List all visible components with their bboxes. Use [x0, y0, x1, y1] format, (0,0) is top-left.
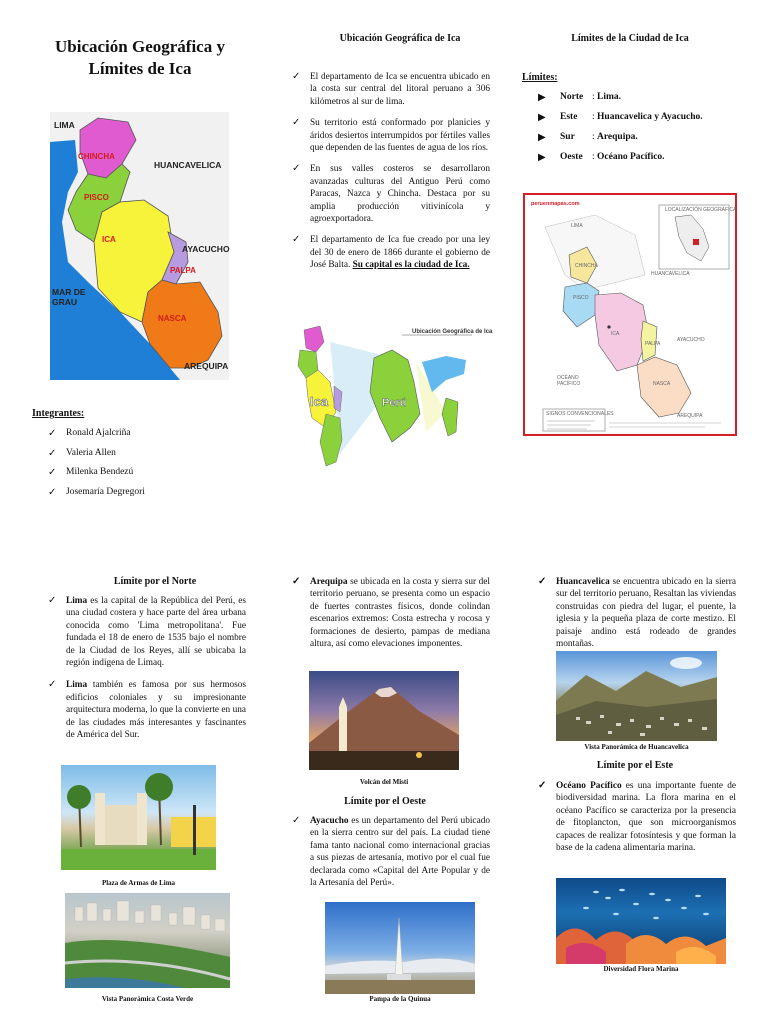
bold-term: Lima [66, 680, 88, 691]
map-label-pisco: PISCO [84, 193, 109, 202]
paragraph-text: también es famosa por sus hermosos edificios coloniales y su impresionante arquitectura moderna, lo que la convierte en una de las ciudades más interesantes y fascinantes de América del Sur. [66, 680, 246, 741]
check-icon: ✓ [292, 71, 301, 82]
map-label-chincha: CHINCHA [78, 152, 115, 161]
triangle-right-icon: ▶ [538, 112, 546, 123]
check-icon: ✓ [292, 576, 301, 587]
paragraph-text: es una importante fuente de biodiversidad marina. La flora marina en el océano Pacífico se caracteriza por la presencia de fitoplancton, que son microorganismos capaces de realizar fotosíntesis y que forman la base de la cadena alimentaria marina. [556, 781, 736, 854]
limite-val: Huancavelica y Ayacucho. [597, 112, 703, 122]
integrantes-list [48, 428, 238, 506]
caption-costa-verde: Vista Panorámica Costa Verde [101, 995, 194, 1003]
title-line-2: Límites de Ica [88, 59, 192, 78]
check-icon: ✓ [538, 576, 547, 587]
lima-text [48, 595, 246, 750]
check-icon: ✓ [292, 815, 301, 826]
caption-huancavelica: Vista Panorámica de Huancavelica [584, 743, 689, 751]
list-item [48, 595, 246, 669]
map-label-mar-de: MAR DE [52, 287, 86, 297]
legend-title: SIGNOS CONVENCIONALES [546, 411, 614, 417]
oceano-text [538, 780, 736, 854]
check-icon: ✓ [292, 234, 301, 246]
integrante-name: Milenka Bendezú [66, 467, 134, 477]
plaza-armas-photo [61, 765, 216, 870]
ubicacion-heading: Ubicación Geográfica de Ica [339, 33, 461, 44]
limite-dir: Este [560, 112, 578, 122]
ica-location-map [296, 322, 493, 472]
paragraph-text: se encuentra ubicado en la sierra sur del territorio peruano, Resaltan las viviendas construidas con piedra del lugar, el puente, la iglesia y la pequeña plaza de corte mestizo. El paisaje andino está rodeado de grandes montañas. [556, 577, 736, 650]
ica-provinces-map [50, 112, 229, 380]
list-item [48, 428, 238, 448]
limite-val: Océano Pacífico. [597, 152, 665, 162]
map-label-peru: Perú [382, 397, 407, 409]
check-icon: ✓ [538, 780, 547, 791]
map2-label-ayacucho: AYACUCHO [677, 337, 705, 343]
page-title [30, 36, 250, 80]
caption-volcan-misti: Volcán del Misti [359, 778, 409, 786]
limites-ciudad-heading: Límites de la Ciudad de Ica [571, 33, 689, 44]
map2-label-lima: LIMA [571, 223, 583, 229]
bullet-text: El departamento de Ica se encuentra ubicado en la costa sur central del litoral peruano a 306 kilómetros al sur de lima. [310, 72, 490, 107]
list-item [292, 234, 490, 271]
arequipa-text [292, 576, 490, 650]
limite-sep: : [592, 152, 598, 162]
limite-este-heading: Límite por el Este [596, 760, 674, 771]
caption-flora-marina: Diversidad Flora Marina [603, 965, 679, 973]
map-label-grau: GRAU [52, 297, 78, 307]
map2-label-arequipa: AREQUIPA [677, 413, 703, 419]
list-item [48, 448, 238, 468]
caption-pampa-quinua: Pampa de la Quinua [369, 995, 431, 1003]
limite-norte-heading: Límite por el Norte [113, 576, 197, 587]
map2-label-palpa: PALPA [645, 341, 661, 347]
integrante-name: Josemaría Degregori [66, 486, 145, 497]
limite-dir: Sur [560, 132, 575, 142]
bullet-text: El departamento de Ica fue creado por una ley del 30 de enero de 1866 durante el gobierno de José Balta. [310, 235, 490, 271]
limite-sep: : [592, 132, 598, 142]
limite-sep: : [592, 92, 598, 102]
integrantes-heading: Integrantes: [32, 408, 85, 419]
limite-val: Arequipa. [597, 132, 638, 142]
capital-text: Su capital es la ciudad de Ica. [352, 260, 470, 271]
limite-oeste [538, 152, 738, 172]
map-label-ayacucho: AYACUCHO [182, 244, 230, 254]
triangle-right-icon: ▶ [538, 152, 546, 163]
bullet-text: Su territorio está conformado por planicies y áridos desiertos interrumpidos por fértiles valles que dependen de las fuentes de agua de los ríos. [310, 118, 490, 154]
bold-term: Huancavelica [556, 577, 610, 587]
triangle-right-icon: ▶ [538, 92, 546, 103]
limite-dir: Oeste [560, 152, 583, 162]
check-icon: ✓ [48, 595, 57, 606]
list-item [292, 71, 490, 108]
bold-term: Océano Pacífico [556, 781, 622, 791]
map-label-ica: Ica [310, 394, 329, 409]
huancavelica-photo [556, 651, 717, 741]
check-icon: ✓ [292, 163, 301, 175]
limite-este [538, 112, 738, 132]
inset-title: LOCALIZACIÓN GEOGRÁFICA [665, 207, 737, 213]
map2-label-pacifico: PACÍFICO [557, 381, 581, 387]
list-item [292, 576, 490, 650]
map-title: Ubicación Geográfica de Ica [412, 329, 493, 335]
map2-label-ica: ICA [611, 331, 620, 337]
limite-sur [538, 132, 738, 152]
list-item [292, 815, 490, 889]
title-line-1: Ubicación Geográfica y [55, 37, 225, 56]
map2-label-oceano: OCÉANO [557, 375, 579, 381]
map2-label-chincha: CHINCHA [575, 263, 598, 269]
ubicacion-bullets [292, 71, 490, 281]
list-item [538, 576, 736, 650]
integrante-name: Valeria Allen [66, 447, 116, 458]
limite-oeste-heading: Límite por el Oeste [344, 796, 426, 807]
limite-val: Lima. [597, 92, 622, 102]
paragraph-text: se ubicada en la costa y sierra sur del territorio peruano, se presenta como un espacio de fuertes contrastes físicos, donde colindan escenarios extremos: Costa estrecha y rocosa y formaciones de desierto, pampas de mediana altura, así como elevaciones imponentes. [310, 577, 490, 650]
map-label-arequipa: AREQUIPA [184, 361, 229, 371]
paragraph-text: es un departamento del Perú ubicado en la sierra centro sur del país. La ciudad tiene fama tanto nacional como internacional gracias a sus piezas de artesanía, motivo por el cual fue declarada como «Capital del Arte Popular y de la Artesanía del Perú». [310, 816, 490, 889]
triangle-right-icon: ▶ [538, 132, 546, 143]
ayacucho-text [292, 815, 490, 889]
limite-sep: : [592, 112, 598, 122]
check-icon: ✓ [48, 447, 57, 459]
list-item [48, 467, 238, 487]
costa-verde-photo [65, 893, 230, 988]
paragraph-text: es la capital de la República del Perú, es una ciudad costera y hace parte del área urbana conocida como 'Lima metropolitana'. Fue fundada el 18 de enero de 1535 bajo el nombre de la Ciudad de los Reyes, allí se ubicaba la región indígena de Limaq. [66, 596, 246, 669]
map-source: peruenmapas.com [531, 201, 580, 207]
check-icon: ✓ [48, 679, 57, 691]
check-icon: ✓ [48, 467, 57, 478]
map-label-nasca: NASCA [158, 314, 187, 323]
map2-label-pisco: PISCO [573, 295, 589, 301]
map-label-palpa: PALPA [170, 266, 196, 275]
limite-norte [538, 92, 738, 112]
ica-limits-map [523, 193, 737, 436]
limites-list [538, 92, 738, 172]
limites-heading: Límites: [522, 72, 558, 83]
volcan-misti-photo [309, 671, 459, 770]
list-item [48, 679, 246, 741]
bullet-text: En sus valles costeros se desarrollaron avanzadas culturas del Antiguo Perú como Paracas, Nazca y Chincha. Destaca por su amplia producción vitivinícola y agroexportadora. [310, 164, 490, 225]
bold-term: Arequipa [310, 577, 348, 587]
limite-dir: Norte [560, 92, 584, 102]
list-item [292, 163, 490, 225]
map2-label-nasca: NASCA [653, 381, 671, 387]
pampa-quinua-photo [325, 902, 475, 994]
check-icon: ✓ [48, 428, 57, 439]
list-item [538, 780, 736, 854]
check-icon: ✓ [292, 117, 301, 129]
bold-term: Lima [66, 596, 88, 606]
map-label-huancavelica: HUANCAVELICA [154, 160, 222, 170]
check-icon: ✓ [48, 486, 57, 498]
map-label-lima: LIMA [54, 120, 75, 130]
map-label-ica: ICA [102, 235, 116, 244]
huancavelica-text [538, 576, 736, 650]
map2-label-huancavelica: HUANCAVELICA [651, 271, 690, 277]
flora-marina-photo [556, 878, 726, 964]
list-item [48, 487, 238, 507]
list-item [292, 117, 490, 154]
caption-plaza-armas: Plaza de Armas de Lima [101, 879, 176, 887]
integrante-name: Ronald Ajalcriña [66, 428, 131, 438]
bold-term: Ayacucho [310, 816, 349, 826]
